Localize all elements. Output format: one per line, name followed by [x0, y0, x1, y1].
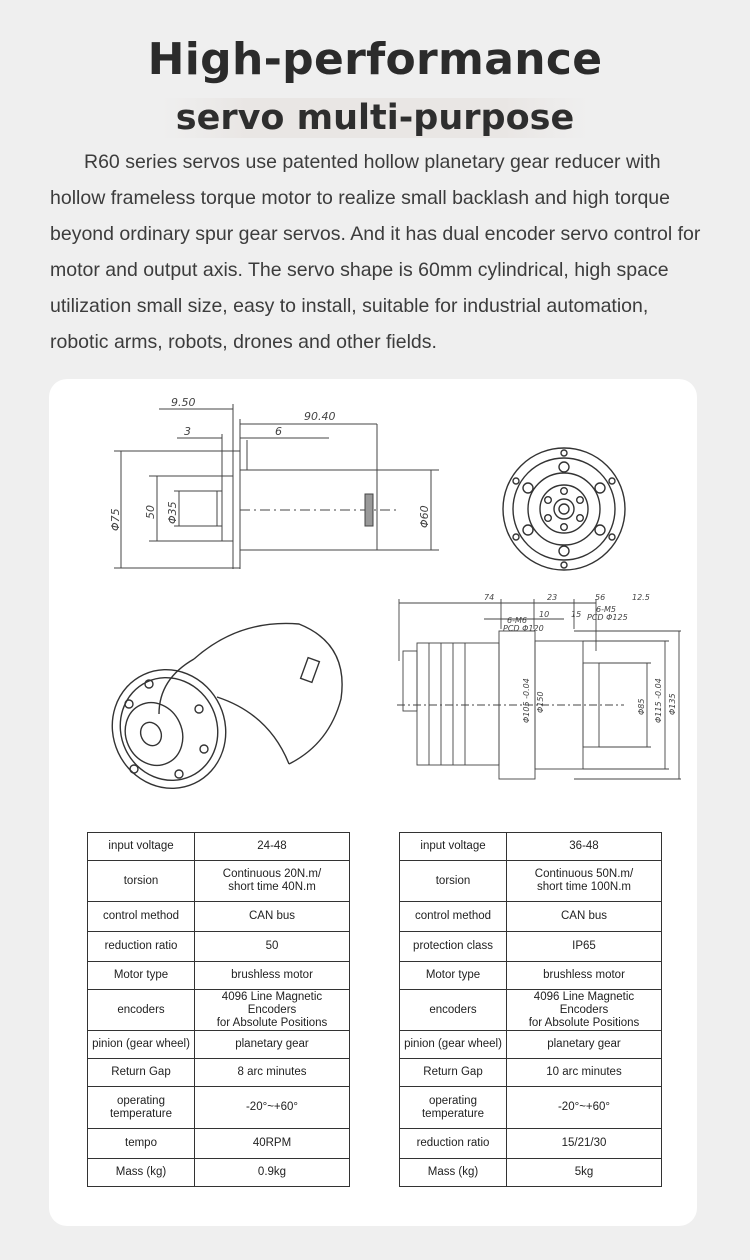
spec-value: 36-48: [507, 833, 662, 861]
page-title: High-performance: [147, 34, 603, 85]
spec-table-large-servo: [399, 832, 662, 1187]
spec-key: control method: [88, 902, 195, 932]
spec-value: 40RPM: [195, 1129, 350, 1159]
spec-key: Mass (kg): [88, 1159, 195, 1187]
spec-value: Continuous 20N.m/ short time 40N.m: [195, 861, 350, 902]
dim-90-40: 90.40: [304, 410, 336, 423]
spec-key: pinion (gear wheel): [88, 1031, 195, 1059]
dim-15: 15: [571, 610, 582, 619]
spec-row: [88, 1087, 350, 1129]
spec-value: 4096 Line Magnetic Encoders for Absolute Positions: [507, 990, 662, 1031]
spec-row: [88, 833, 350, 861]
dim-9-50: 9.50: [171, 396, 196, 409]
spec-key: Return Gap: [400, 1059, 507, 1087]
dim-10: 10: [539, 610, 550, 619]
large-servo-drawing: [389, 591, 689, 806]
spec-table-body: [400, 833, 662, 1187]
spec-key: tempo: [88, 1129, 195, 1159]
spec-row: [400, 861, 662, 902]
spec-key: operating temperature: [88, 1087, 195, 1129]
spec-row: [400, 1159, 662, 1187]
spec-key: Mass (kg): [400, 1159, 507, 1187]
spec-value: planetary gear: [195, 1031, 350, 1059]
spec-key: input voltage: [400, 833, 507, 861]
spec-key: control method: [400, 902, 507, 932]
dim-12-5: 12.5: [632, 593, 650, 602]
spec-value: CAN bus: [195, 902, 350, 932]
spec-row: [400, 990, 662, 1031]
product-description: R60 series servos use patented hollow planetary gear reducer with hollow frameless torque motor to realize small backlash and high torque beyond ordinary spur gear servos. And it has dual encoder servo control for motor and output axis. The servo shape is 60mm cylindrical, high space utilization small size, easy to install, suitable for industrial automation, robotic arms, robots, drones and other fields.: [50, 151, 701, 353]
dim-phi-35: Φ35: [166, 501, 179, 524]
spec-key: protection class: [400, 932, 507, 962]
spec-key: torsion: [400, 861, 507, 902]
note-6-m6: 6-M6: [507, 616, 527, 625]
spec-value: 4096 Line Magnetic Encoders for Absolute Positions: [195, 990, 350, 1031]
dim-74: 74: [484, 593, 495, 602]
spec-row: [88, 1059, 350, 1087]
note-pcd-125: PCD Φ125: [587, 613, 628, 622]
spec-key: input voltage: [88, 833, 195, 861]
spec-value: planetary gear: [507, 1031, 662, 1059]
spec-row: [400, 833, 662, 861]
spec-row: [88, 1159, 350, 1187]
dim-23: 23: [547, 593, 558, 602]
spec-key: reduction ratio: [400, 1129, 507, 1159]
spec-row: [400, 1087, 662, 1129]
spec-key: operating temperature: [400, 1087, 507, 1129]
spec-row: [88, 861, 350, 902]
spec-row: [88, 932, 350, 962]
spec-value: 50: [195, 932, 350, 962]
spec-row: [400, 1059, 662, 1087]
spec-row: [400, 1129, 662, 1159]
spec-key: encoders: [400, 990, 507, 1031]
spec-value: -20°~+60°: [507, 1087, 662, 1129]
side-view-drawing: [99, 394, 459, 579]
spec-row: [88, 962, 350, 990]
spec-value: 8 arc minutes: [195, 1059, 350, 1087]
spec-row: [400, 1031, 662, 1059]
dim-phi-115: Φ115 -0.04: [654, 678, 663, 723]
page-subtitle-text: servo multi-purpose: [162, 98, 588, 138]
spec-key: Motor type: [400, 962, 507, 990]
dim-phi-150: Φ150: [536, 691, 545, 713]
dim-phi-135: Φ135: [668, 693, 677, 715]
dim-phi-105: Φ105 -0.04: [522, 678, 531, 723]
spec-value: IP65: [507, 932, 662, 962]
spec-key: Motor type: [88, 962, 195, 990]
spec-value: 15/21/30: [507, 1129, 662, 1159]
dim-3: 3: [184, 425, 191, 438]
spec-table-body: [88, 833, 350, 1187]
dim-phi-85: Φ85: [637, 698, 646, 715]
note-pcd-120: PCD Φ120: [503, 624, 544, 633]
note-6-m5: 6-M5: [596, 605, 616, 614]
spec-row: [88, 902, 350, 932]
dim-phi-60: Φ60: [418, 505, 431, 528]
spec-value: 5kg: [507, 1159, 662, 1187]
dim-6: 6: [275, 425, 282, 438]
dim-50: 50: [144, 505, 157, 519]
spec-key: torsion: [88, 861, 195, 902]
page-subtitle: [0, 98, 750, 138]
spec-value: CAN bus: [507, 902, 662, 932]
spec-row: [400, 962, 662, 990]
spec-value: 10 arc minutes: [507, 1059, 662, 1087]
spec-value: 24-48: [195, 833, 350, 861]
spec-row: [400, 932, 662, 962]
spec-row: [88, 990, 350, 1031]
spec-key: encoders: [88, 990, 195, 1031]
spec-table-small-servo: [87, 832, 350, 1187]
servo-isometric-drawing: [99, 604, 369, 804]
spec-value: -20°~+60°: [195, 1087, 350, 1129]
dim-phi-75: Φ75: [109, 508, 122, 531]
spec-value: brushless motor: [507, 962, 662, 990]
spec-key: pinion (gear wheel): [400, 1031, 507, 1059]
spec-row: [88, 1031, 350, 1059]
front-view-drawing: [494, 439, 634, 579]
spec-key: reduction ratio: [88, 932, 195, 962]
spec-row: [88, 1129, 350, 1159]
spec-value: Continuous 50N.m/ short time 100N.m: [507, 861, 662, 902]
spec-key: Return Gap: [88, 1059, 195, 1087]
spec-value: brushless motor: [195, 962, 350, 990]
dim-56: 56: [595, 593, 606, 602]
spec-value: 0.9kg: [195, 1159, 350, 1187]
spec-row: [400, 902, 662, 932]
spec-card: [49, 379, 697, 1226]
